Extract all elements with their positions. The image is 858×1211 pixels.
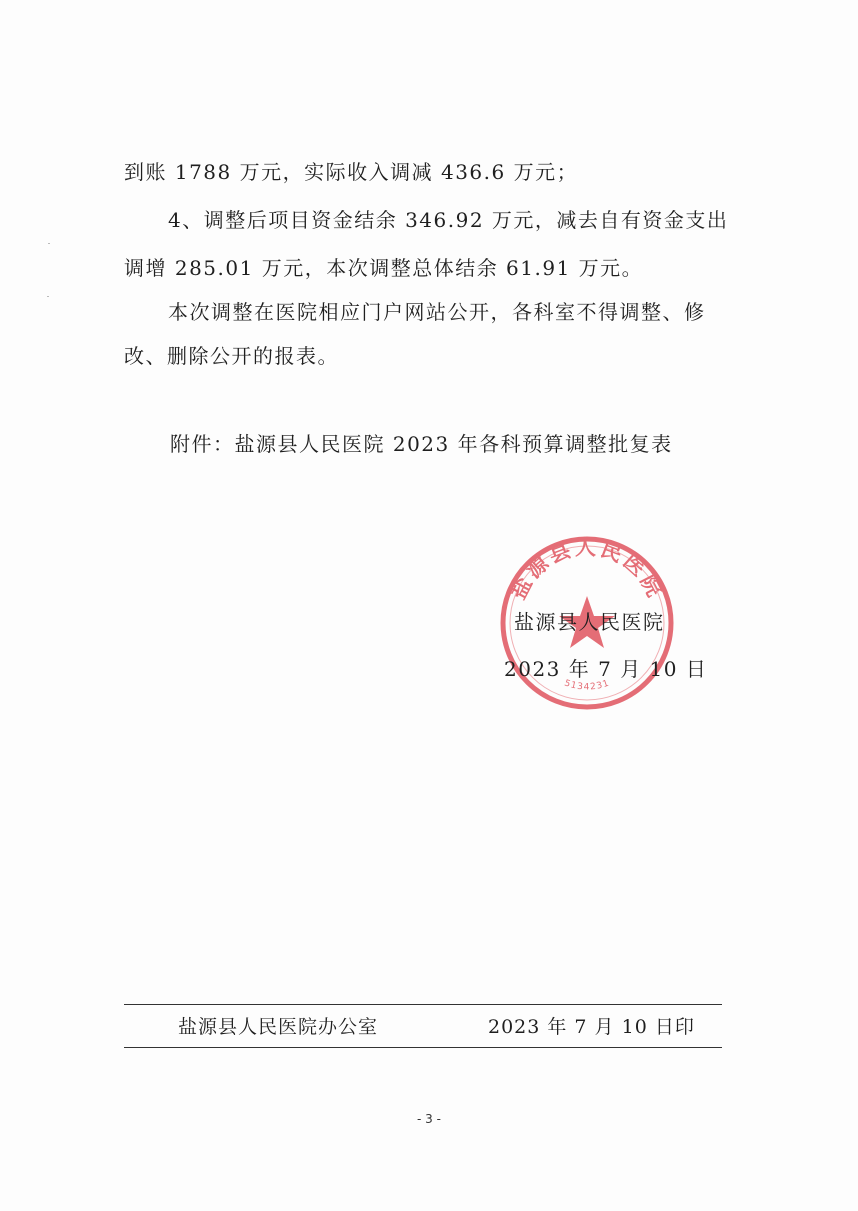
footer-top-rule xyxy=(124,1004,722,1005)
page-number: - 3 - xyxy=(417,1112,441,1126)
footer-print-date: 2023 年 7 月 10 日印 xyxy=(488,1016,695,1038)
footer-issuer: 盐源县人民医院办公室 xyxy=(178,1016,379,1038)
body-line-4: 本次调整在医院相应门户网站公开，各科室不得调整、修 xyxy=(168,300,706,324)
attachment-line: 附件：盐源县人民医院 2023 年各科预算调整批复表 xyxy=(170,432,673,456)
body-line-5: 改、删除公开的报表。 xyxy=(124,344,339,368)
signature-date: 2023 年 7 月 10 日 xyxy=(504,657,708,681)
body-line-2: 4、调整后项目资金结余 346.92 万元，减去自有资金支出 xyxy=(168,208,729,232)
seal-code: 5134231 xyxy=(562,678,612,693)
seal-arc-text: 盐源县人民医院 xyxy=(505,534,669,604)
scan-speck xyxy=(47,296,49,297)
body-line-1: 到账 1788 万元，实际收入调减 436.6 万元； xyxy=(124,160,579,184)
body-line-3: 调增 285.01 万元，本次调整总体结余 61.91 万元。 xyxy=(124,256,644,280)
signature-organization: 盐源县人民医院 xyxy=(514,610,665,634)
scan-speck xyxy=(48,243,50,244)
footer-bottom-rule xyxy=(124,1047,722,1048)
